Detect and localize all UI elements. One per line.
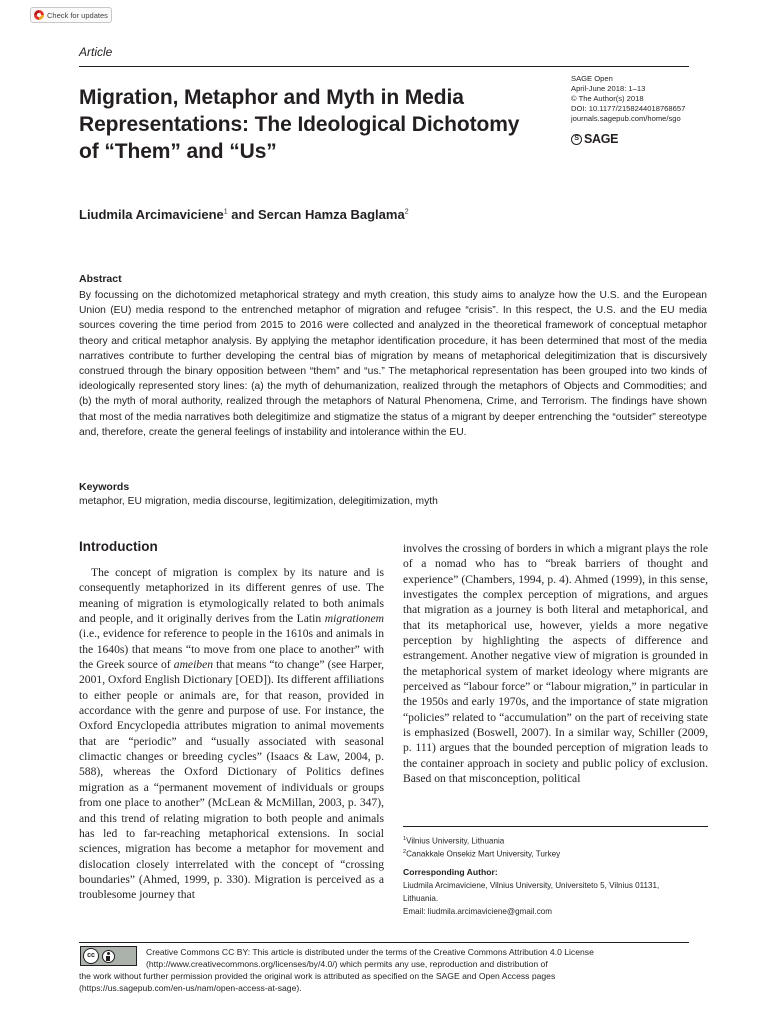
check-for-updates-label: Check for updates [47, 10, 108, 20]
affiliation-2 [403, 847, 560, 860]
body-text: (i.e., evidence for reference to people in the 1610s and animals in the 1640s) that means “to move from one place to another” with the Greek source of [79, 627, 384, 672]
journal-info [571, 74, 685, 124]
keywords-text: metaphor, EU migration, media discourse, legitimization, delegitimization, myth [79, 496, 438, 507]
check-for-updates-button[interactable] [30, 7, 112, 23]
cc-icon: cc [83, 948, 99, 964]
sage-logo [571, 132, 618, 146]
license-rule [79, 942, 689, 943]
footnote-rule [403, 826, 708, 827]
sage-logo-text: SAGE [584, 132, 619, 146]
affiliation-1 [403, 834, 504, 847]
section-heading-introduction: Introduction [79, 539, 158, 554]
abstract-text: By focussing on the dichotomized metaphorical strategy and myth creation, this study aims to analyze how the U.S. and the European Union (EU) media respond to the entrenched metaphor of migration and refugee “crisis”. In this respect, the U.S. and the EU media sources covering the time period from 2015 to 2016 were collected and analyzed in the theoretical framework of conceptual metaphor theory and critical metaphor analysis. By applying the metaphor identification procedure, it has been determined that most of the media narratives contribute to further developing the central bias of migration by means of metaphorical delegitimization that is discursively construed through the binary opposition between “them” and “us.” The metaphorical representation has been grouped into two kinds of ideologically represented story lines: (a) the myth of dehumanization, realized through the metaphors of Objects and Commodities; and (b) the myth of moral authority, realized through the metaphors of Natural Phenomena, Crime, and Terrorism. The findings have shown that most of the media narratives both delegitimize and stigmatize the status of a migrant by deeper entrenching the “outsider” stereotype and, therefore, create the general feelings of instability and intolerance within the EU. [79, 290, 707, 438]
body-column-right [403, 541, 708, 787]
license-line[interactable]: (https://us.sagepub.com/en-us/nam/open-access-at-sage). [79, 983, 302, 993]
license-line: the work without further permission provided the original work is attributed as specified on the SAGE and Open Access pages [79, 971, 556, 981]
body-column-left [79, 565, 384, 903]
body-text-italic: migrationem [324, 612, 384, 626]
body-text-italic: ameiben [173, 658, 214, 672]
affiliation-marker: 2 [403, 849, 407, 855]
affiliation-marker: 2 [404, 208, 409, 216]
author-name: Liudmila Arcimaviciene [79, 207, 224, 222]
license-text [79, 946, 699, 994]
sage-logo-icon: S [571, 134, 582, 145]
license-line: Creative Commons CC BY: This article is distributed under the terms of the Creative Commons Attribution 4.0 License [146, 947, 594, 957]
body-text: The concept of migration is complex by its nature and is consequently metaphorized in its different genres of use. The meaning of migration is etymologically related to both animals and people, and it originally derives from the Latin [79, 566, 384, 626]
doi-link[interactable]: DOI: 10.1177/2158244018768657 [571, 104, 686, 113]
paper-title: Migration, Metaphor and Myth in Media Representations: The Ideological Dichotomy of “Them” and “Us” [79, 86, 520, 163]
corresponding-author-country: Lithuania. [403, 894, 439, 903]
journal-name: SAGE Open [571, 74, 613, 83]
license-line[interactable]: (http://www.creativecommons.org/licenses/by/4.0/) which permits any use, reproduction and distribution of [146, 959, 548, 969]
author-name: Sercan Hamza Baglama [258, 207, 405, 222]
journal-issue: April-June 2018: 1–13 [571, 84, 646, 93]
crossmark-icon [34, 10, 44, 20]
copyright-notice: © The Author(s) 2018 [571, 94, 644, 103]
author-conjunction: and [227, 207, 258, 222]
article-type-label: Article [79, 45, 113, 59]
keywords-heading: Keywords [79, 481, 130, 493]
affiliation-text: Vilnius University, Lithuania [406, 836, 505, 846]
affiliation-text: Canakkale Onsekiz Mart University, Turkey [406, 849, 561, 859]
corresponding-author-heading: Corresponding Author: [403, 867, 498, 877]
journal-url[interactable]: journals.sagepub.com/home/sgo [571, 114, 681, 123]
affiliation-marker: 1 [403, 836, 407, 842]
author-list [79, 207, 409, 222]
corresponding-author-address: Liudmila Arcimaviciene, Vilnius University, Universiteto 5, Vilnius 01131, [403, 881, 660, 890]
affiliation-marker: 1 [223, 208, 228, 216]
body-paragraph [79, 565, 384, 903]
body-paragraph: involves the crossing of borders in which a migrant plays the role of a nomad who has to “break barriers of thought and experience” (Chambers, 1994, p. 4). Ahmed (1999), in this sense, investigates the complex perception of migrations, and argues that migration as a journey is both literal and metaphorical, and that its metaphorical use, however, yields a more negative perception by highlighting the aspects of difference and estrangement. Another negative view of migration is grounded in the metaphorical system of market ideology where migrants are perceived as “labour force” or “labour migration,” in particular in the 1950s and early 1970s, and the importance of state migration “policies” related to “accumulation” on the part of receiving state is emphasized (Boswell, 2007). In a similar way, Schiller (2009, p. 111) argues that the bounded perception of migration leads to the container approach in society and public policy of exclusion. Based on that misconception, political [403, 542, 708, 786]
abstract-heading: Abstract [79, 273, 122, 285]
body-text: that means “to change” (see Harper, 2001, Oxford English Dictionary [OED]). Its different affiliations to either people or animals are, for that reason, provided in accordance with the genre and purpose of use. For instance, the Oxford Encyclopedia attributes migration to animal movements that are “periodic” and “usually associated with seasonal climactic changes or breeding cycles” (Isaacs & Law, 2004, p. 588), whereas the Oxford Dictionary of Politics defines migration as a “permanent movement of individuals or groups from one place to another” (McLean & McMillan, 2003, p. 347), and this trend of relating migration to both people and animals has led to far-reaching metaphorical extensions. In social sciences, migration has become a metaphor for movement and dislocation closely interrelated with the concept of “crossing boundaries” (Ahmed, 1999, p. 330). Migration is perceived as a troublesome journey that [79, 658, 384, 902]
header-rule [79, 66, 689, 67]
corresponding-author-email[interactable]: Email: liudmila.arcimaviciene@gmail.com [403, 907, 552, 916]
